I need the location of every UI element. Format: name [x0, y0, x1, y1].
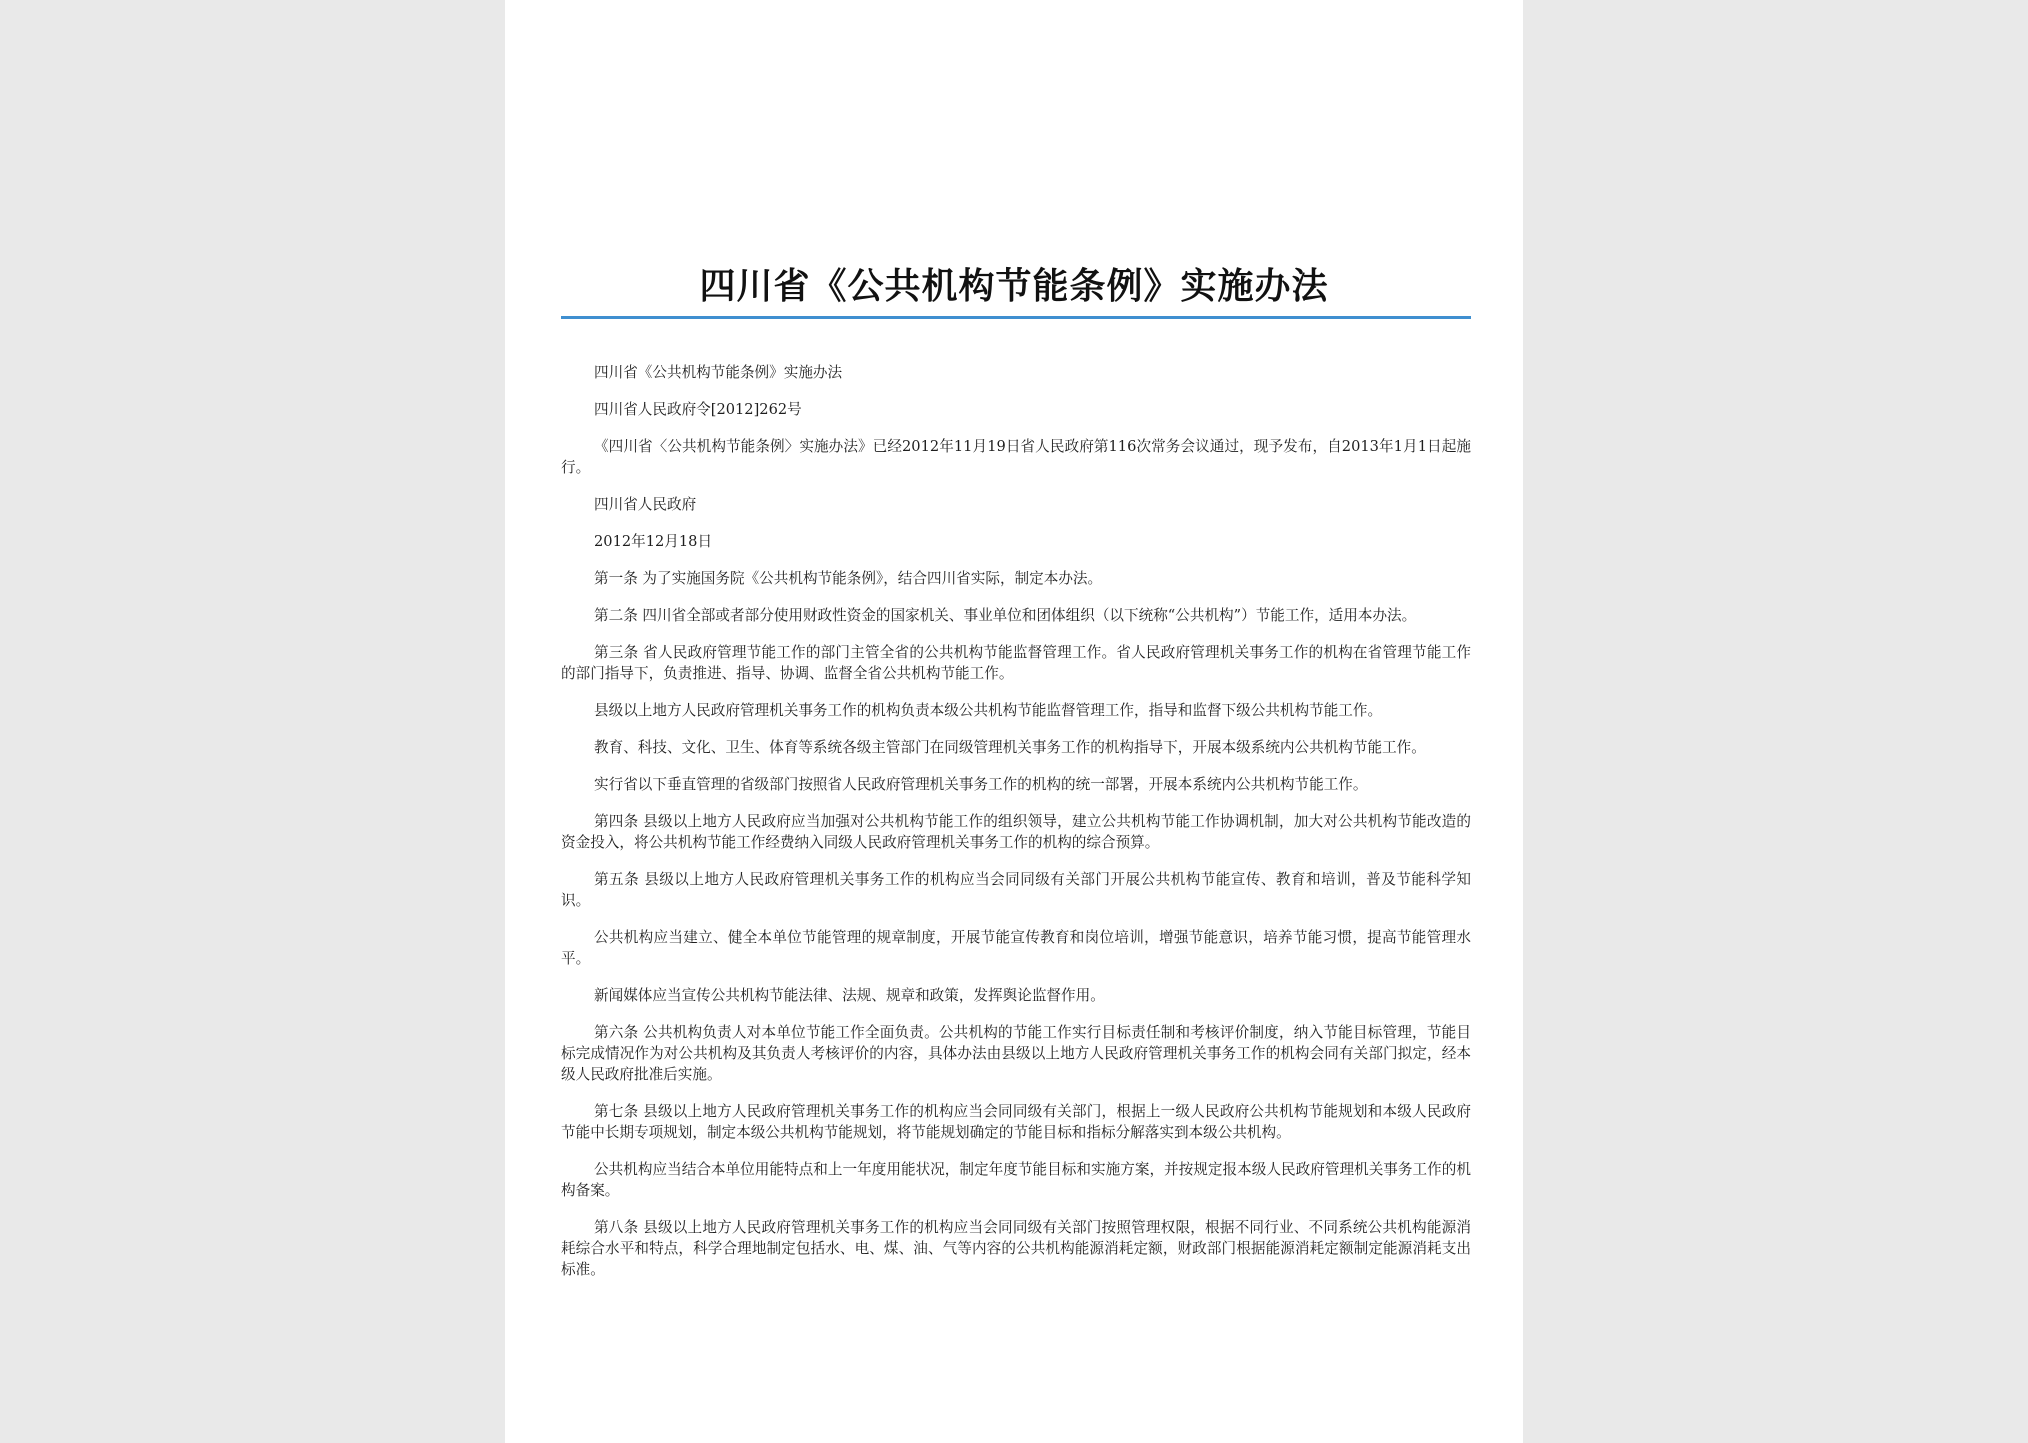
document-page [505, 0, 1523, 1443]
paragraph-article-1: 第一条 为了实施国务院《公共机构节能条例》，结合四川省实际，制定本办法。 [594, 570, 1103, 587]
paragraph-article-7: 第七条 县级以上地方人民政府管理机关事务工作的机构应当会同同级有关部门，根据上一级人民政府公共机构节能规划和本级人民政府节能中长期专项规划，制定本级公共机构节能规划，将节能规划确定的节能目标和指标分解落实到本级公共机构。 [561, 1103, 1471, 1141]
paragraph-article-6: 第六条 公共机构负责人对本单位节能工作全面负责。公共机构的节能工作实行目标责任制和考核评价制度，纳入节能目标管理，节能目标完成情况作为对公共机构及其负责人考核评价的内容，具体办法由县级以上地方人民政府管理机关事务工作的机构会同有关部门拟定，经本级人民政府批准后实施。 [561, 1024, 1471, 1083]
paragraph-decree-number: 四川省人民政府令[2012]262号 [594, 401, 802, 418]
paragraph-article-7-plan: 公共机构应当结合本单位用能特点和上一年度用能状况，制定年度节能目标和实施方案，并按规定报本级人民政府管理机关事务工作的机构备案。 [561, 1161, 1471, 1199]
document-body [561, 362, 1471, 1280]
paragraph-article-8: 第八条 县级以上地方人民政府管理机关事务工作的机构应当会同同级有关部门按照管理权限，根据不同行业、不同系统公共机构能源消耗综合水平和特点，科学合理地制定包括水、电、煤、油、气等内容的公共机构能源消耗定额，财政部门根据能源消耗定额制定能源消耗支出标准。 [561, 1219, 1471, 1278]
document-title: 四川省《公共机构节能条例》实施办法 [699, 265, 1329, 307]
paragraph-article-5: 第五条 县级以上地方人民政府管理机关事务工作的机构应当会同同级有关部门开展公共机构节能宣传、教育和培训，普及节能科学知识。 [561, 871, 1471, 909]
paragraph-article-5-institutions: 公共机构应当建立、健全本单位节能管理的规章制度，开展节能宣传教育和岗位培训，增强节能意识，培养节能习惯，提高节能管理水平。 [561, 929, 1471, 967]
paragraph-heading-repeat: 四川省《公共机构节能条例》实施办法 [594, 364, 843, 381]
paragraph-article-4: 第四条 县级以上地方人民政府应当加强对公共机构节能工作的组织领导，建立公共机构节能工作协调机制，加大对公共机构节能改造的资金投入，将公共机构节能工作经费纳入同级人民政府管理机关事务工作的机构的综合预算。 [561, 813, 1471, 851]
title-underline [561, 316, 1471, 319]
paragraph-article-3-vertical: 实行省以下垂直管理的省级部门按照省人民政府管理机关事务工作的机构的统一部署，开展本系统内公共机构节能工作。 [594, 776, 1368, 793]
paragraph-article-5-media: 新闻媒体应当宣传公共机构节能法律、法规、规章和政策，发挥舆论监督作用。 [594, 987, 1105, 1004]
paragraph-issuer: 四川省人民政府 [594, 496, 697, 513]
paragraph-date: 2012年12月18日 [594, 533, 713, 550]
paragraph-article-3-systems: 教育、科技、文化、卫生、体育等系统各级主管部门在同级管理机关事务工作的机构指导下，开展本级系统内公共机构节能工作。 [594, 739, 1426, 756]
paragraph-article-2: 第二条 四川省全部或者部分使用财政性资金的国家机关、事业单位和团体组织（以下统称“公共机构”）节能工作，适用本办法。 [594, 607, 1417, 624]
paragraph-promulgation: 《四川省〈公共机构节能条例〉实施办法》已经2012年11月19日省人民政府第116次常务会议通过，现予发布，自2013年1月1日起施行。 [561, 438, 1471, 476]
paragraph-article-3: 第三条 省人民政府管理节能工作的部门主管全省的公共机构节能监督管理工作。省人民政府管理机关事务工作的机构在省管理节能工作的部门指导下，负责推进、指导、协调、监督全省公共机构节能工作。 [561, 644, 1471, 682]
paragraph-article-3-county: 县级以上地方人民政府管理机关事务工作的机构负责本级公共机构节能监督管理工作，指导和监督下级公共机构节能工作。 [594, 702, 1383, 719]
